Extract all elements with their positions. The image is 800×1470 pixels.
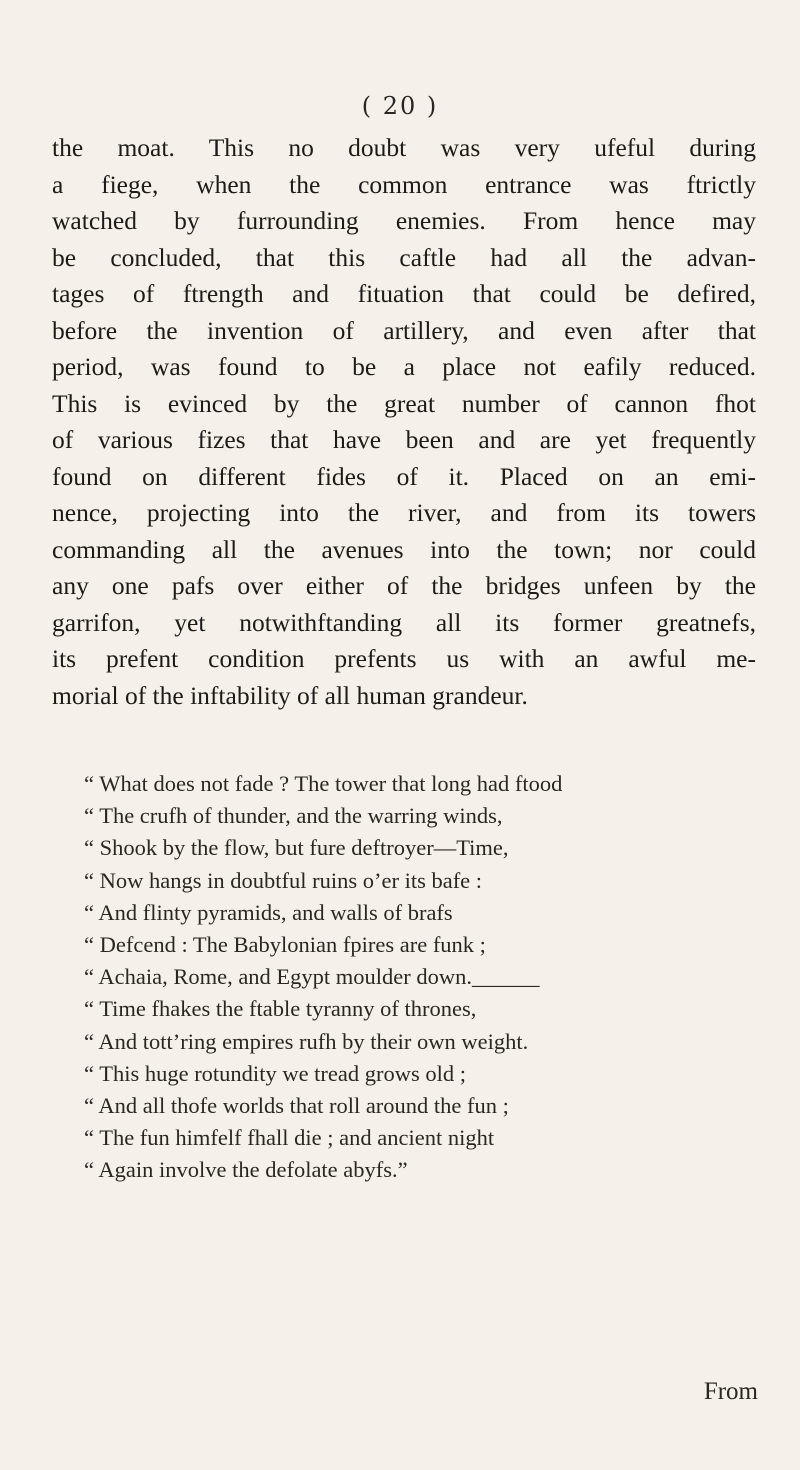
prose-paragraph	[52, 130, 756, 714]
prose-line: any one pafs over either of the bridges unfeen by the	[52, 571, 756, 600]
poem-line: “ Again involve the defolate abyfs.”	[84, 1157, 408, 1183]
prose-line: the moat. This no doubt was very ufeful during	[52, 133, 756, 162]
poem-line: “ What does not fade ? The tower that long had ftood	[84, 771, 563, 796]
prose-line: nence, projecting into the river, and from its towers	[52, 498, 756, 527]
poem-line: “ Defcend : The Babylonian fpires are funk ;	[84, 931, 486, 957]
poem-line: “ The fun himfelf fhall die ; and ancient night	[84, 1125, 495, 1151]
poem-quotation	[84, 768, 754, 1186]
prose-line: morial of the inftability of all human grandeur.	[52, 680, 528, 710]
poem-line: “ And tott’ring empires rufh by their own weight.	[84, 1028, 529, 1054]
prose-line: This is evinced by the great number of cannon fhot	[52, 388, 756, 418]
poem-line: “ The crufh of thunder, and the warring winds,	[84, 803, 503, 829]
catchword: From	[703, 1378, 758, 1405]
poem-line: “ Shook by the flow, but fure deftroyer—Time,	[84, 835, 509, 861]
poem-line: “ Achaia, Rome, and Egypt moulder down.______	[84, 964, 540, 990]
prose-line: commanding all the avenues into the town; nor could	[52, 534, 756, 564]
prose-line: before the invention of artillery, and even after that	[52, 315, 756, 345]
poem-line: “ This huge rotundity we tread grows old ;	[84, 1060, 467, 1086]
prose-line: of various fizes that have been and are yet frequently	[52, 425, 756, 454]
prose-line: garrifon, yet notwithftanding all its former greatnefs,	[52, 607, 756, 637]
poem-line: “ Now hangs in doubtful ruins o’er its bafe :	[84, 867, 483, 893]
prose-line: found on different fides of it. Placed on an emi-	[52, 461, 756, 491]
prose-line: tages of ftrength and fituation that could be defired,	[52, 279, 756, 308]
page-number: ( 20 )	[361, 92, 439, 120]
prose-line: watched by furrounding enemies. From hence may	[52, 206, 756, 235]
poem-line: “ And flinty pyramids, and walls of brafs	[84, 899, 453, 925]
prose-line: period, was found to be a place not eafily reduced.	[52, 352, 756, 381]
prose-line: be concluded, that this caftle had all the advan-	[52, 242, 756, 272]
prose-line: its prefent condition prefents us with an awful me-	[52, 644, 756, 673]
poem-line: “ And all thofe worlds that roll around the fun ;	[84, 1092, 509, 1118]
prose-line: a fiege, when the common entrance was ftrictly	[52, 169, 756, 199]
poem-line: “ Time fhakes the ftable tyranny of thrones,	[84, 996, 477, 1022]
